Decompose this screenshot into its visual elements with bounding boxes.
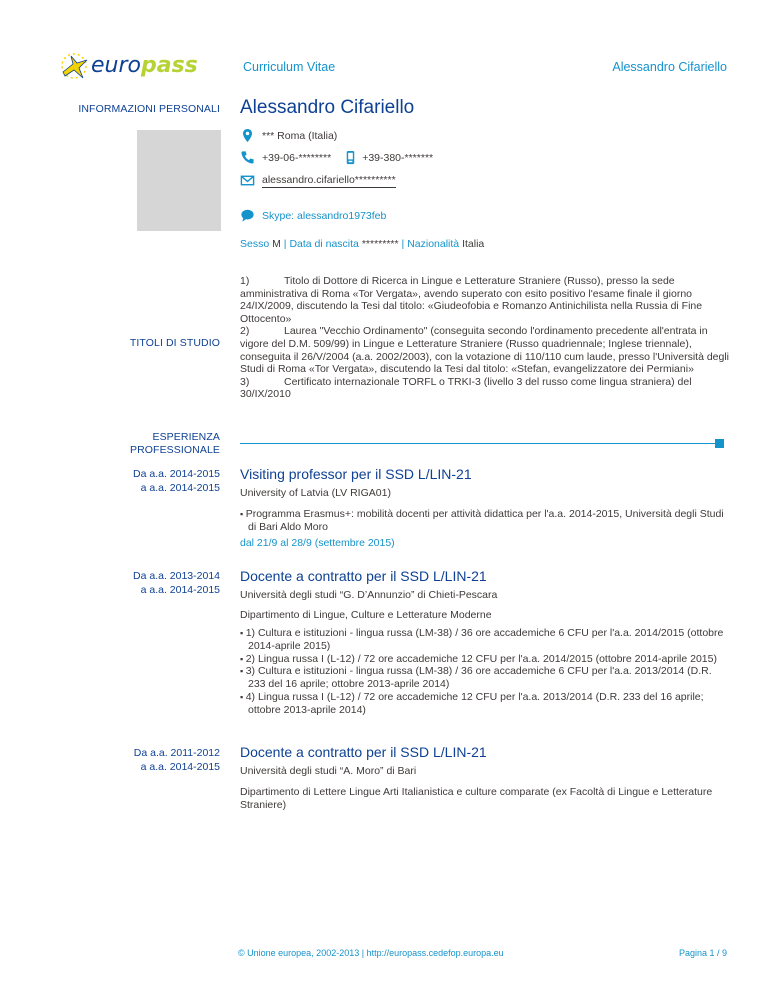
- mobile-text: +39-380-*******: [362, 151, 434, 164]
- study-text: Certificato internazionale TORFL o TRKI-3 (livello 3 del russo come lingua straniera) del 30/IX/2010: [240, 375, 692, 401]
- studies-list: [240, 275, 732, 401]
- logo-pass: pass: [140, 53, 198, 78]
- skype-text: Skype: alessandro1973feb: [262, 209, 387, 222]
- separator: |: [401, 238, 405, 250]
- job-bullet: ▪ 1) Cultura e istituzioni - lingua russa (LM-38) / 36 ore accademiche 6 CFU per l'a.a. 2014/2015 (ottobre 2014-aprile 2015): [240, 627, 732, 653]
- email-row[interactable]: [240, 173, 396, 188]
- photo-placeholder: [137, 130, 221, 231]
- study-item: [240, 325, 732, 375]
- job-bullets: [240, 508, 732, 534]
- section-divider-square: [715, 439, 724, 448]
- job-dates: [0, 569, 220, 597]
- job-employer: Università degli studi “A. Moro” di Bari: [240, 765, 417, 777]
- birth-value: *********: [361, 238, 399, 250]
- study-num: 2): [240, 325, 250, 338]
- sex-label: Sesso: [240, 238, 270, 250]
- europass-star-icon: [55, 50, 93, 84]
- job-bullet: ▪ 2) Lingua russa I (L-12) / 72 ore accademiche 12 CFU per l'a.a. 2014/2015 (ottobre 2014-aprile 2015): [240, 653, 732, 666]
- nation-value: Italia: [462, 238, 485, 250]
- job-employer: Università degli studi “G. D’Annunzio” di Chieti-Pescara: [240, 589, 498, 601]
- job-dept: Dipartimento di Lettere Lingue Arti Italianistica e culture comparate (ex Facoltà di Lingue e Letterature Straniere): [240, 786, 713, 811]
- date-from: Da a.a. 2014-2015: [133, 468, 220, 480]
- job-dates: [0, 746, 220, 774]
- job-bullet: ▪ 4) Lingua russa I (L-12) / 72 ore accademiche 12 CFU per l'a.a. 2013/2014 (D.R. 233 del 16 aprile; ottobre 2013-aprile 2014): [240, 691, 732, 717]
- mobile-icon: [343, 150, 358, 165]
- job-title: Docente a contratto per il SSD L/LIN-21: [240, 568, 487, 584]
- footer-copyright: © Unione europea, 2002-2013 | http://europass.cedefop.europa.eu: [238, 948, 504, 958]
- job-bullet: ▪ Programma Erasmus+: mobilità docenti per attività didattica per l'a.a. 2014-2015, Università degli Studi di Bari Aldo Moro: [240, 508, 732, 534]
- header-person: Alessandro Cifariello: [612, 60, 727, 74]
- address-row: [240, 128, 337, 143]
- job-bullets: [240, 627, 732, 717]
- job-dates: [0, 467, 220, 495]
- date-to: a a.a. 2014-2015: [140, 761, 220, 773]
- email-link[interactable]: alessandro.cifariello**********: [262, 173, 396, 186]
- person-name: Alessandro Cifariello: [240, 97, 415, 118]
- section-experience-label: [0, 431, 220, 457]
- study-item: [240, 376, 732, 401]
- job-employer: University of Latvia (LV RIGA01): [240, 487, 391, 499]
- section-experience-label-2: PROFESSIONALE: [130, 444, 220, 456]
- job-note: dal 21/9 al 28/9 (settembre 2015): [240, 537, 395, 549]
- phone-icon: [240, 150, 255, 165]
- birth-label: Data di nascita: [289, 238, 359, 250]
- section-experience-label-1: ESPERIENZA: [152, 431, 220, 443]
- date-to: a a.a. 2014-2015: [140, 584, 220, 596]
- separator: |: [283, 238, 287, 250]
- location-icon: [240, 128, 255, 143]
- study-num: 3): [240, 375, 250, 388]
- nation-label: Nazionalità: [407, 238, 460, 250]
- study-item: [240, 275, 732, 325]
- study-text: Titolo di Dottore di Ricerca in Lingue e Letterature Straniere (Russo), presso la sede amministrativa di Roma «Tor Vergata», avendo superato con esito positivo l'esame finale il giorno 24/IX/2009, discutendo la Tesi dal titolo: «Giudeofobia e Romanzo Antinichilista nella Russia di Fine Ottocento»: [240, 275, 703, 325]
- date-to: a a.a. 2014-2015: [140, 482, 220, 494]
- email-icon: [240, 173, 255, 188]
- europass-logo: [55, 50, 198, 84]
- personal-details: [240, 238, 484, 250]
- study-num: 1): [240, 275, 250, 287]
- address-text: *** Roma (Italia): [262, 129, 338, 142]
- study-text: Laurea "Vecchio Ordinamento" (conseguita secondo l'ordinamento precedente all'entrata in vigore del D.M. 509/99) in Lingue e Letterature Straniere (Russo quadriennale; Inglese triennale), conseguita il 26/V/2004 (a.a. 2002/2003), con la votazione di 110/110 cum laude, presso l'Università degli Studi di Roma «Tor Vergata», discutendo la Tesi dal titolo: «Stefan, evangelizzatore dei Permiani»: [240, 325, 730, 376]
- section-divider: [240, 443, 716, 444]
- job-bullet: ▪ 3) Cultura e istituzioni - lingua russa (LM-38) / 36 ore accademiche 6 CFU per l'a.a. 2013/2014 (D.R. 233 del 16 aprile; ottobre 2013-aprile 2014): [240, 665, 732, 691]
- page-number: Pagina 1 / 9: [678, 948, 727, 958]
- section-studies-label: TITOLI DI STUDIO: [129, 337, 220, 349]
- phone-row: [240, 150, 433, 165]
- logo-euro: euro: [91, 53, 141, 78]
- date-from: Da a.a. 2013-2014: [133, 570, 220, 582]
- skype-row: [240, 208, 386, 223]
- sex-value: M: [272, 238, 281, 250]
- phone-text: +39-06-********: [262, 151, 332, 164]
- job-dept: Dipartimento di Lingue, Culture e Letterature Moderne: [240, 609, 492, 621]
- section-personal-label: INFORMAZIONI PERSONALI: [78, 103, 220, 115]
- job-title: Visiting professor per il SSD L/LIN-21: [240, 466, 472, 482]
- job-title: Docente a contratto per il SSD L/LIN-21: [240, 744, 487, 760]
- chat-icon: [240, 208, 255, 223]
- doc-type: Curriculum Vitae: [243, 60, 336, 74]
- date-from: Da a.a. 2011-2012: [133, 747, 220, 759]
